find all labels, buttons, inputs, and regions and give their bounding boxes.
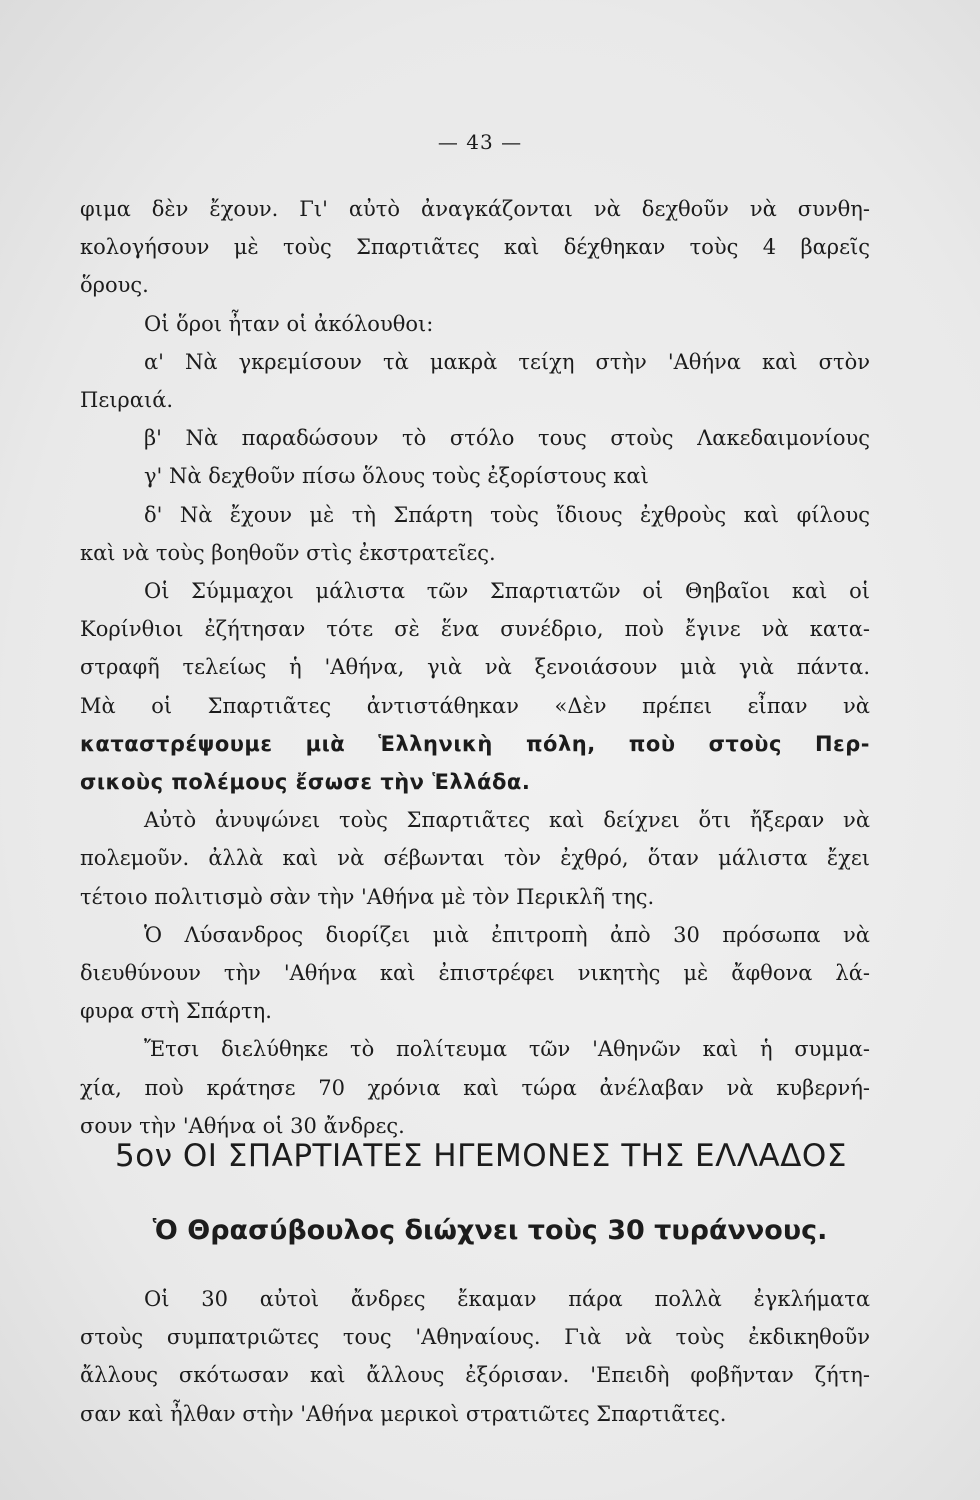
- text-line: καὶ νὰ τοὺς βοηθοῦν στὶς ἐκστρατεῖες.: [80, 540, 496, 565]
- text-line: Οἱ Σύμμαχοι μάλιστα τῶν Σπαρτιατῶν οἱ Θηβαῖοι καὶ οἱ: [144, 579, 870, 604]
- text-line: Ὁ Λύσανδρος διορίζει μιὰ ἐπιτροπὴ ἀπὸ 30 πρόσωπα νὰ: [144, 922, 870, 947]
- text-block-section: [80, 1280, 870, 1433]
- text-line: ὅρους.: [80, 273, 149, 298]
- sub-heading: Ὁ Θρασύβουλος διώχνει τοὺς 30 τυράννους.: [152, 1215, 828, 1246]
- text-line-bold: καταστρέψουμε μιὰ Ἑλληνικὴ πόλη, ποὺ στοὺς Περ-: [80, 731, 870, 756]
- text-line: στοὺς συμπατριῶτες τους 'Αθηναίους. Γιὰ νὰ τοὺς ἐκδικηθοῦν: [80, 1325, 870, 1350]
- text-block-main: [80, 190, 870, 1145]
- text-line: γ' Νὰ δεχθοῦν πίσω ὅλους τοὺς ἐξορίστους καὶ: [144, 464, 649, 489]
- text-line: στραφῆ τελείως ἡ 'Αθήνα, γιὰ νὰ ξενοιάσουν μιὰ γιὰ πάντα.: [80, 655, 870, 680]
- text-line: χία, ποὺ κράτησε 70 χρόνια καὶ τώρα ἀνέλαβαν νὰ κυβερνή-: [80, 1075, 870, 1100]
- text-line: κολογήσουν μὲ τοὺς Σπαρτιᾶτες καὶ δέχθηκαν τοὺς 4 βαρεῖς: [80, 235, 870, 260]
- text-line: διευθύνουν τὴν 'Αθήνα καὶ ἐπιστρέφει νικητὴς μὲ ἄφθονα λά-: [80, 961, 870, 986]
- text-line: σαν καὶ ἦλθαν στὴν 'Αθήνα μερικοὶ στρατιῶτες Σπαρτιᾶτες.: [80, 1401, 727, 1426]
- text-line: α' Νὰ γκρεμίσουν τὰ μακρὰ τείχη στὴν 'Αθήνα καὶ στὸν: [144, 349, 870, 374]
- text-line: ἄλλους σκότωσαν καὶ ἄλλους ἐξόρισαν. 'Επειδὴ φοβῆνταν ζήτη-: [80, 1363, 870, 1388]
- page-number: — 43 —: [437, 130, 523, 154]
- text-line: Πειραιά.: [80, 388, 174, 413]
- text-line: Αὐτὸ ἀνυψώνει τοὺς Σπαρτιᾶτες καὶ δείχνει ὅτι ἤξεραν νὰ: [144, 808, 870, 833]
- text-line: β' Νὰ παραδώσουν τὸ στόλο τους στοὺς Λακεδαιμονίους: [144, 426, 870, 451]
- text-line: Οἱ ὅροι ἦταν οἱ ἀκόλουθοι:: [144, 311, 434, 336]
- text-line: πολεμοῦν. ἀλλὰ καὶ νὰ σέβωνται τὸν ἐχθρό, ὅταν μάλιστα ἔχει: [80, 846, 870, 871]
- text-line: δ' Νὰ ἔχουν μὲ τὴ Σπάρτη τοὺς ἴδιους ἐχθροὺς καὶ φίλους: [144, 502, 870, 527]
- text-line: Μὰ οἱ Σπαρτιᾶτες ἀντιστάθηκαν «Δὲν πρέπει εἶπαν νὰ: [80, 693, 870, 718]
- text-line-bold: σικοὺς πολέμους ἔσωσε τὴν Ἑλλάδα.: [80, 770, 531, 795]
- text-line: Κορίνθιοι ἐζήτησαν τότε σὲ ἕνα συνέδριο, ποὺ ἔγινε νὰ κατα-: [80, 617, 870, 642]
- text-line: Οἱ 30 αὐτοὶ ἄνδρες ἔκαμαν πάρα πολλὰ ἐγκλήματα: [144, 1287, 870, 1311]
- text-line: φιμα δὲν ἔχουν. Γι' αὐτὸ ἀναγκάζονται νὰ δεχθοῦν νὰ συνθη-: [80, 197, 870, 221]
- section-heading: 5ον ΟΙ ΣΠΑΡΤΙΑΤΕΣ ΗΓΕΜΟΝΕΣ ΤΗΣ ΕΛΛΑΔΟΣ: [115, 1138, 847, 1174]
- text-line: σουν τὴν 'Αθήνα οἱ 30 ἄνδρες.: [80, 1113, 405, 1138]
- text-line: φυρα στὴ Σπάρτη.: [80, 999, 272, 1024]
- text-line: Ἔτσι διελύθηκε τὸ πολίτευμα τῶν 'Αθηνῶν καὶ ἡ συμμα-: [144, 1037, 870, 1062]
- text-line: τέτοιο πολιτισμὸ σὰν τὴν 'Αθήνα μὲ τὸν Περικλῆ της.: [80, 884, 655, 909]
